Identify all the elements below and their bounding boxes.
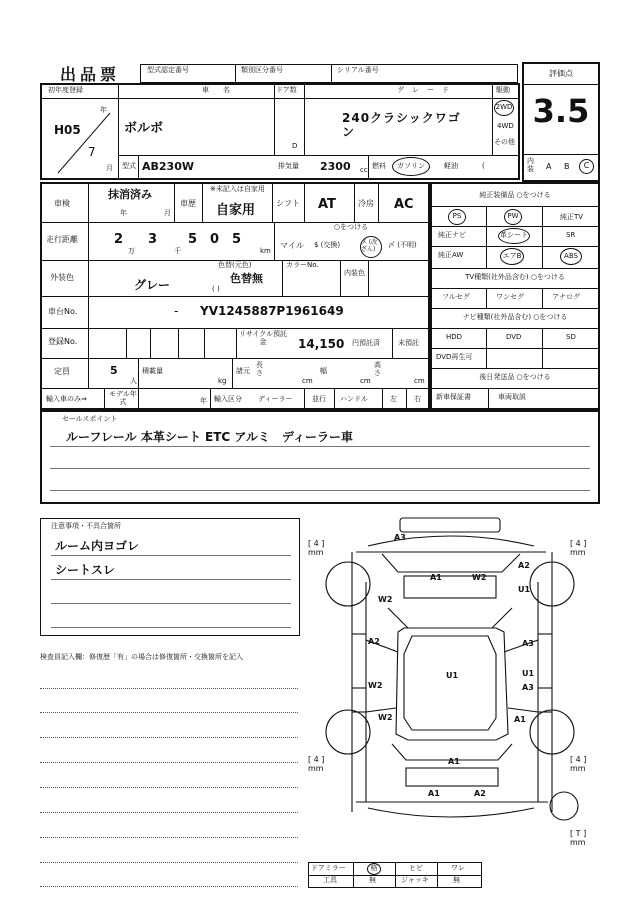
fuel-other-paren: ( <box>482 162 485 170</box>
mark-rear-left-wheel: W2 <box>378 713 393 722</box>
notes-line-1: ルーム内ヨゴレ <box>55 539 140 553</box>
mileage-man: 万 <box>128 247 135 255</box>
navi-type-title: ナビ種類(社外品含む) ○をつける <box>462 313 568 321</box>
mark-right-rear-door: U1 <box>522 669 535 678</box>
mark-rear-bumper-right: A2 <box>474 789 486 798</box>
drive-4wd[interactable]: 4WD <box>497 122 514 130</box>
eval-score: 3.5 <box>532 92 590 130</box>
car-damage-diagram <box>308 512 600 828</box>
import-type-label: 輸入区分 <box>214 395 242 403</box>
mark-right-front-door: A3 <box>522 639 534 648</box>
mark-hood-left: A1 <box>430 573 442 582</box>
handle-label: ハンドル <box>340 395 368 403</box>
equip-aw[interactable]: 純正AW <box>438 251 464 259</box>
jack-label: ジャッキ <box>401 876 429 884</box>
interior-grade-a[interactable]: A <box>546 162 552 171</box>
later-warranty[interactable]: 新車保証書 <box>436 393 471 401</box>
jack-value: 無 <box>453 876 460 884</box>
fuel-gasoline-circled[interactable]: ガソリン <box>392 157 430 176</box>
mark-front-bumper: A3 <box>394 533 406 542</box>
tool-label: 工具 <box>323 876 337 884</box>
registration-block <box>40 83 520 180</box>
drive-other[interactable]: その他 <box>494 138 515 146</box>
category-label: 類別区分番号 <box>241 66 283 74</box>
import-parallel[interactable]: 並行 <box>312 395 326 403</box>
mark-right-rear-door-2: A3 <box>522 683 534 692</box>
capacity-label: 定員 <box>54 367 70 376</box>
mileage-digit-4: 0 <box>210 232 220 247</box>
car-name-label: 車名 <box>202 86 244 94</box>
mileage-digit-3: 5 <box>188 232 198 247</box>
cooler-value: AC <box>394 197 414 212</box>
mark-left-front-door: A2 <box>368 637 380 646</box>
first-reg-month-unit: 月 <box>106 164 113 172</box>
sales-point-label: セールスポイント <box>62 415 118 423</box>
fuel-label: 燃料 <box>372 162 386 170</box>
equip-abs-circled[interactable]: ABS <box>560 248 582 265</box>
tread-front-left: [ 4 ] mm <box>308 539 325 557</box>
exterior-color-value: グレー <box>134 278 171 292</box>
tread-rear-right: [ 4 ] mm <box>570 755 587 773</box>
mile-option-exchange[interactable]: $ (交換) <box>314 241 341 249</box>
mileage-sen: 千 <box>174 247 181 255</box>
vehicle-details-block <box>40 182 430 410</box>
tv-analog[interactable]: アナログ <box>552 293 580 301</box>
mile-option-tampered-circled[interactable]: メ (改ざん) <box>360 236 382 258</box>
mile-mark-prompt: ○をつける <box>334 223 369 231</box>
mark-front-left-wheel: W2 <box>378 595 393 604</box>
mirror-tools-table <box>308 862 482 888</box>
interior-grade-c-circled[interactable]: C <box>579 159 594 174</box>
inspection-month-unit: 月 <box>164 209 171 217</box>
import-label: 輸入車のみ⇒ <box>46 395 87 403</box>
chassis-label: 車台No. <box>48 307 78 316</box>
sales-point-block <box>40 410 600 504</box>
mileage-km: km <box>260 247 271 255</box>
cooler-label: 冷房 <box>358 199 374 208</box>
grade-label: グレード <box>397 86 457 94</box>
capacity-unit: 人 <box>130 377 137 385</box>
load-label: 積載量 <box>142 367 163 375</box>
mark-front-right-fender: A2 <box>518 561 530 570</box>
eval-label: 評価点 <box>524 64 598 85</box>
repaint-paren: ( ) <box>212 285 220 293</box>
door-type: D <box>292 142 298 150</box>
tread-rear-left: [ 4 ] mm <box>308 755 325 773</box>
equip-navi[interactable]: 純正ナビ <box>438 231 466 239</box>
evaluation-box <box>522 62 600 182</box>
mirror-broken[interactable]: ワレ <box>451 864 465 872</box>
equip-tv[interactable]: 純正TV <box>560 213 584 221</box>
model-cert-label: 型式認定番号 <box>147 66 189 74</box>
drive-2wd-circled[interactable]: 2WD <box>494 100 514 116</box>
notes-label: 注意事項・不具合箇所 <box>51 522 121 530</box>
tv-oneseg[interactable]: ワンセグ <box>496 293 524 301</box>
mirror-retract-circled[interactable]: 格 <box>367 863 381 875</box>
handle-right[interactable]: 右 <box>414 395 421 403</box>
load-kg: kg <box>218 377 227 385</box>
fuel-diesel[interactable]: 軽油 <box>444 162 458 170</box>
car-name: ボルボ <box>124 121 164 136</box>
serial-label: シリアル番号 <box>337 66 379 74</box>
equipment-block <box>430 182 600 410</box>
equipment-title: 純正装備品 ○をつける <box>432 184 598 207</box>
tv-fullseg[interactable]: フルセグ <box>442 293 470 301</box>
navi-sd[interactable]: SD <box>566 333 576 341</box>
first-reg-label: 初年度登録 <box>48 86 83 94</box>
interior-color-label: 内装色 <box>344 269 365 277</box>
mark-trunk: A1 <box>448 757 460 766</box>
dims-label: 諸元 <box>236 367 250 375</box>
width-label: 幅 <box>320 367 327 375</box>
first-reg-month: 7 <box>88 145 96 159</box>
mile-label: マイル <box>280 241 304 250</box>
shift-value: AT <box>318 197 336 212</box>
first-reg-year-unit: 年 <box>100 106 107 114</box>
sales-point-text: ルーフレール 本革シート ETC アルミ ディーラー車 <box>66 430 353 444</box>
tread-spare: [ T ] mm <box>570 829 587 847</box>
mileage-digit-1: 2 <box>114 232 124 247</box>
mark-rear-bumper-left: A1 <box>428 789 440 798</box>
interior-grade-b[interactable]: B <box>564 162 570 171</box>
handle-left[interactable]: 左 <box>390 395 397 403</box>
history-value: 自家用 <box>216 203 256 218</box>
color-no-label: カラーNo. <box>286 261 319 269</box>
inspection-year-unit: 年 <box>120 209 127 217</box>
repaint-value: 色替無 <box>230 272 263 285</box>
recycle-unpaid: 未預託 <box>398 339 419 347</box>
exterior-color-label: 外装色 <box>50 273 74 282</box>
shift-label: シフト <box>276 199 300 208</box>
equip-sr[interactable]: SR <box>566 231 576 239</box>
mileage-label: 走行距離 <box>46 235 78 244</box>
mileage-digit-5: 5 <box>232 232 242 247</box>
notes-block <box>40 518 300 636</box>
model-year-label: モデル年式 <box>109 390 137 406</box>
dvd-playback-label[interactable]: DVD再生可 <box>436 353 473 361</box>
recycle-paid: 円預託済 <box>352 339 380 347</box>
height-label: 高さ <box>374 361 381 377</box>
model-value: AB230W <box>142 160 194 173</box>
height-cm: cm <box>414 377 425 385</box>
equip-airbag-circled[interactable]: エアB <box>500 248 524 265</box>
history-note: ※未記入は自家用 <box>210 185 265 193</box>
equip-leather-circled[interactable]: 革シート <box>498 228 530 244</box>
form-title: 出品票 <box>60 65 121 84</box>
navi-hdd[interactable]: HDD <box>446 333 463 341</box>
mark-rear-right-quarter: A1 <box>514 715 526 724</box>
equip-ps-circled[interactable]: PS <box>448 209 466 225</box>
equip-pw-circled[interactable]: PW <box>504 209 522 225</box>
mark-hood-right: W2 <box>472 573 487 582</box>
drive-label: 駆動 <box>496 86 510 94</box>
inspector-label: 検査員記入欄：修復歴「有」の場合は修復箇所・交換箇所を記入 <box>40 653 243 661</box>
model-label: 型式 <box>122 162 136 170</box>
mirror-label: ドアミラー <box>311 864 346 872</box>
reg-no-label: 登録No. <box>48 337 78 346</box>
inspection-label: 車検 <box>54 199 70 208</box>
mark-front-right-wheel: U1 <box>518 585 531 594</box>
repaint-label: 色替(元色) <box>218 261 252 269</box>
tread-front-right: [ 4 ] mm <box>570 539 587 557</box>
displacement-value: 2300 <box>320 160 351 173</box>
first-reg-era: H05 <box>54 123 81 137</box>
history-label: 車歴 <box>180 199 196 208</box>
mark-left-rear-door: W2 <box>368 681 383 690</box>
mile-option-unknown[interactable]: 〆 (不明) <box>388 241 417 249</box>
interior-grade-label: 内装 <box>527 157 534 173</box>
grade-value: 240クラシックワゴン <box>342 111 461 139</box>
mileage-digit-2: 3 <box>148 232 158 247</box>
mirror-crack[interactable]: ヒビ <box>409 864 423 872</box>
header-id-row <box>140 64 518 83</box>
recycle-amount: 14,150 <box>298 337 345 351</box>
chassis-dash: - <box>174 304 179 318</box>
notes-line-2: シートスレ <box>55 563 115 577</box>
length-cm: cm <box>302 377 313 385</box>
doors-label: ドア数 <box>276 86 297 94</box>
displacement-unit: cc <box>360 166 368 174</box>
navi-dvd[interactable]: DVD <box>506 333 522 341</box>
width-cm: cm <box>360 377 371 385</box>
later-manual[interactable]: 車両取説 <box>498 393 526 401</box>
model-year-suffix: 年 <box>200 397 207 405</box>
length-label: 長さ <box>256 361 263 377</box>
tv-type-title: TV種類(社外品含む) ○をつける <box>465 273 565 281</box>
recycle-label: リサイクル預託金 <box>238 330 288 346</box>
later-ship-title: 後日発送品 ○をつける <box>479 373 551 381</box>
capacity-value: 5 <box>110 364 118 377</box>
mark-roof: U1 <box>446 671 459 680</box>
chassis-number: YV1245887P1961649 <box>200 304 344 318</box>
import-dealer[interactable]: ディーラー <box>258 395 293 403</box>
displacement-label: 排気量 <box>278 162 299 170</box>
tool-value: 無 <box>369 876 376 884</box>
inspection-value: 抹消済み <box>108 188 152 201</box>
